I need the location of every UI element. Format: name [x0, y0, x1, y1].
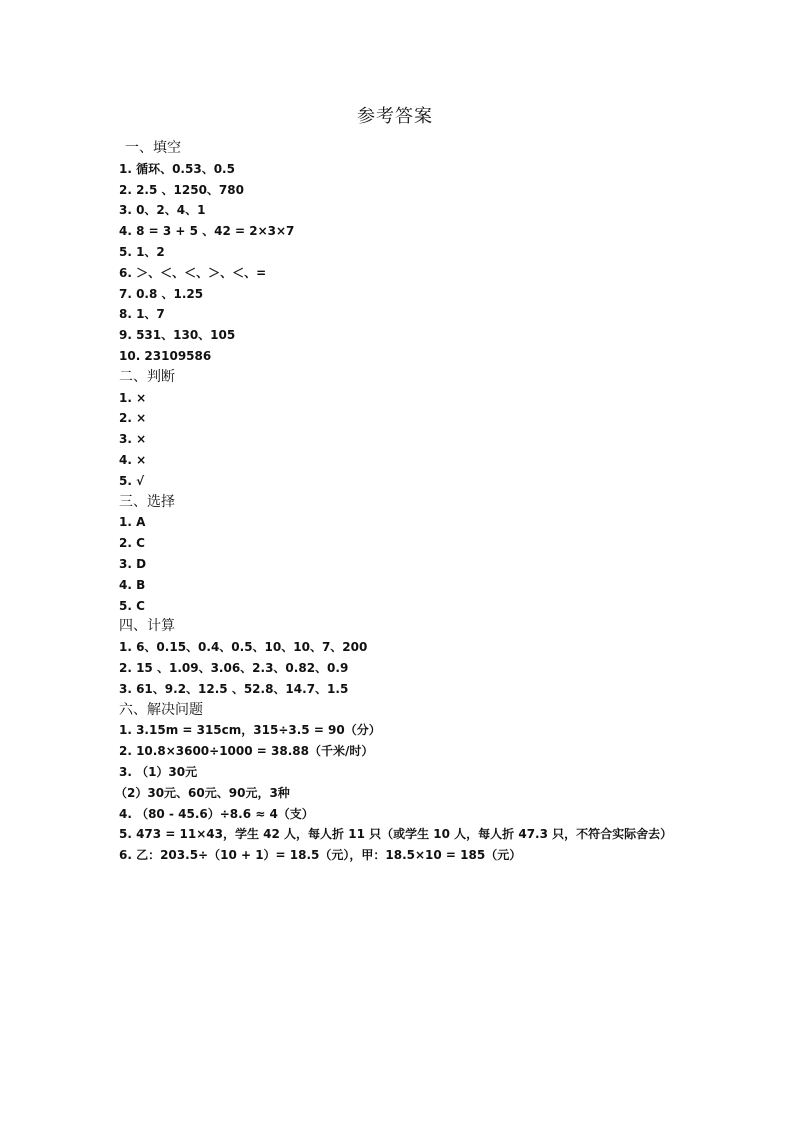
answer-line: 6. 乙：203.5÷（10 + 1）= 18.5（元），甲：18.5×10 = 185（元） [119, 848, 522, 863]
answer-line: 1. A [119, 515, 146, 530]
section-heading: 六、解决问题 [119, 701, 203, 718]
section-heading: 四、计算 [119, 618, 175, 635]
section-heading: 一、填空 [125, 140, 181, 156]
answer-line: 3. 0、2、4、1 [119, 203, 206, 218]
answer-line: 4. 8 = 3 + 5 、42 = 2×3×7 [119, 224, 295, 239]
answer-line: （2）30元、60元、90元，3种 [115, 785, 290, 800]
answer-line: 5. C [119, 598, 145, 613]
section-heading: 三、选择 [119, 493, 175, 510]
answer-line: 9. 531、130、105 [119, 328, 236, 343]
answer-line: 4. （80 - 45.6）÷8.6 ≈ 4（支） [119, 806, 314, 821]
answer-line: 7. 0.8 、1.25 [119, 286, 204, 301]
answer-line: 5. 1、2 [119, 244, 165, 259]
answer-line: 4. × [119, 452, 147, 467]
answer-line: 5. √ [119, 473, 145, 488]
answer-line: 3. D [119, 556, 147, 571]
answer-list [115, 138, 759, 866]
answer-line: 5. 473 = 11×43，学生 42 人，每人折 11 只（或学生 10 人，每人折 47.3 只，不符合实际舍去） [119, 827, 673, 842]
answer-line: 2. 10.8×3600÷1000 = 38.88（千米/时） [119, 744, 374, 759]
answer-line: 2. C [119, 536, 145, 551]
answer-line: 3. （1）30元 [119, 764, 198, 779]
answer-line: 3. 61、9.2、12.5 、52.8、14.7、1.5 [119, 681, 349, 696]
page-title: 参考答案 [357, 106, 433, 127]
answer-line: 2. 15 、1.09、3.06、2.3、0.82、0.9 [119, 660, 349, 675]
answer-line: 1. × [119, 390, 147, 405]
answer-line: 3. × [119, 432, 147, 447]
answer-line: 8. 1、7 [119, 307, 165, 322]
answer-line: 2. × [119, 411, 147, 426]
answer-line: 2. 2.5 、1250、780 [119, 182, 244, 197]
answer-line: 1. 循环、0.53、0.5 [119, 161, 235, 176]
answer-line: 6. ＞、＜、＜、＞、＜、= [119, 265, 267, 280]
answer-line: 1. 3.15m = 315cm，315÷3.5 = 90（分） [119, 723, 381, 738]
section-heading: 二、判断 [119, 368, 175, 385]
answer-line: 1. 6、0.15、0.4、0.5、10、10、7、200 [119, 640, 368, 655]
answer-line: 4. B [119, 577, 146, 592]
answer-line: 10. 23109586 [119, 348, 212, 363]
